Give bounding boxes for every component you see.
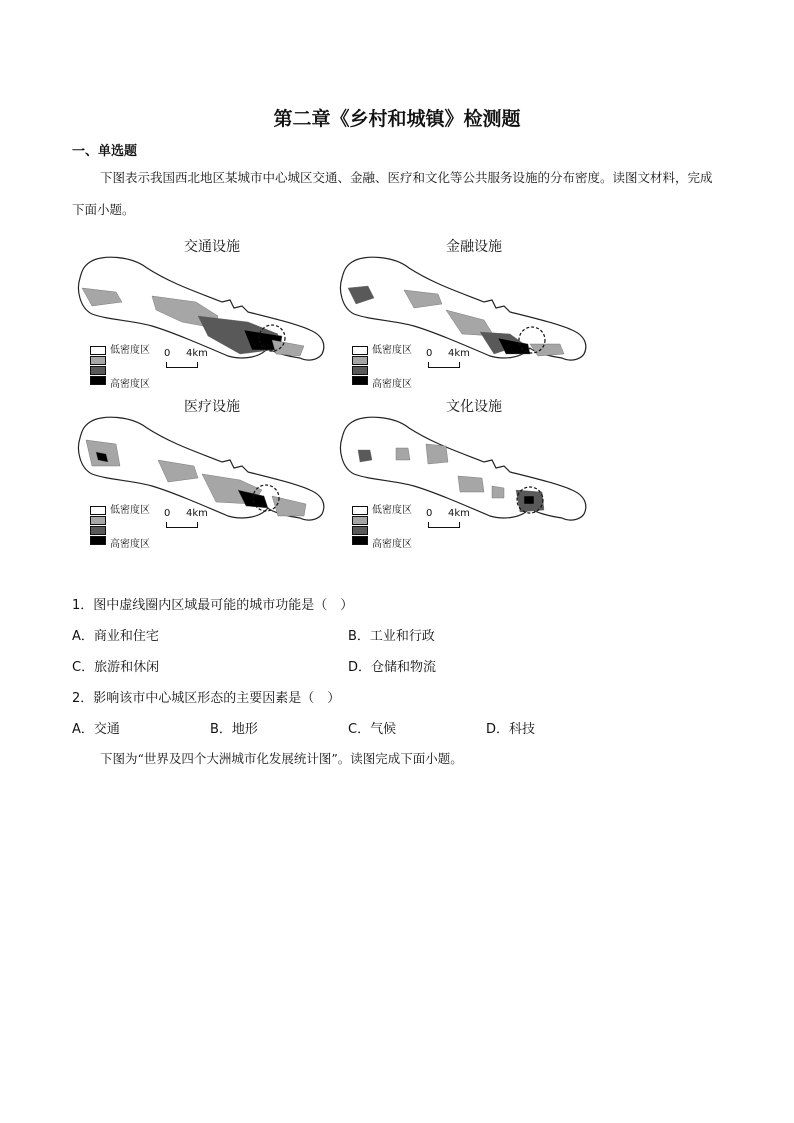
scale-line xyxy=(428,522,460,528)
legend-high-label: 高密度区 xyxy=(110,378,150,390)
q2-option-b[interactable]: B．地形 xyxy=(210,722,258,737)
legend-swatch xyxy=(352,366,368,375)
legend-swatch xyxy=(90,366,106,375)
map-title: 医疗设施 xyxy=(184,399,240,415)
legend-row xyxy=(90,535,150,550)
legend-row xyxy=(90,375,150,390)
scale-four: 4km xyxy=(448,508,470,519)
q2-option-d[interactable]: D．科技 xyxy=(486,722,536,737)
map-traffic xyxy=(72,232,330,390)
density-area xyxy=(492,486,504,498)
legend-swatch xyxy=(90,536,106,545)
legend-swatch xyxy=(352,536,368,545)
density-area xyxy=(426,444,448,464)
legend xyxy=(352,344,412,390)
legend-row xyxy=(352,345,412,355)
q2-option-c[interactable]: C．气候 xyxy=(348,722,397,737)
legend-row xyxy=(352,365,412,375)
map-title: 金融设施 xyxy=(446,239,502,255)
map-culture xyxy=(334,392,592,550)
map-finance xyxy=(334,232,592,390)
legend-swatch xyxy=(90,506,106,515)
legend-high-label: 高密度区 xyxy=(372,538,412,550)
section-heading: 一、单选题 xyxy=(72,144,138,159)
q2-option-a[interactable]: A．交通 xyxy=(72,722,120,737)
legend-swatch xyxy=(90,356,106,365)
legend-low-label: 低密度区 xyxy=(110,344,150,356)
map-medical xyxy=(72,392,330,550)
legend-row xyxy=(352,375,412,390)
legend-row xyxy=(352,515,412,525)
question-2: 2．影响该市中心城区形态的主要因素是（ ） xyxy=(72,691,341,706)
legend-row xyxy=(90,525,150,535)
legend-low-label: 低密度区 xyxy=(372,504,412,516)
density-area xyxy=(524,496,534,504)
next-intro: 下图为“世界及四个大洲城市化发展统计图”。读图完成下面小题。 xyxy=(100,751,463,766)
legend-row xyxy=(352,525,412,535)
legend-swatch xyxy=(352,506,368,515)
legend-high-label: 高密度区 xyxy=(110,538,150,550)
intro-paragraph: 下图表示我国西北地区某城市中心城区交通、金融、医疗和文化等公共服务设施的分布密度。读图文材料，完成下面小题。 xyxy=(72,170,713,217)
legend-swatch xyxy=(352,356,368,365)
density-area xyxy=(358,450,372,462)
legend-row xyxy=(90,515,150,525)
legend xyxy=(90,344,150,390)
scale-four: 4km xyxy=(186,348,208,359)
density-area xyxy=(396,448,410,460)
legend-row xyxy=(90,365,150,375)
legend-row xyxy=(90,345,150,355)
density-maps xyxy=(72,232,592,550)
legend xyxy=(352,504,412,550)
legend-swatch xyxy=(90,526,106,535)
map-title: 文化设施 xyxy=(446,399,502,415)
q1-option-b[interactable]: B．工业和行政 xyxy=(348,629,435,644)
q1-option-d[interactable]: D．仓储和物流 xyxy=(348,660,437,675)
legend-swatch xyxy=(90,516,106,525)
legend-swatch xyxy=(352,516,368,525)
legend-row xyxy=(352,535,412,550)
legend-row xyxy=(90,505,150,515)
scale-zero: 0 xyxy=(426,348,433,359)
legend-low-label: 低密度区 xyxy=(372,344,412,356)
scale-four: 4km xyxy=(186,508,208,519)
map-title: 交通设施 xyxy=(184,239,240,255)
legend-swatch xyxy=(352,346,368,355)
legend-row xyxy=(352,355,412,365)
scale-four: 4km xyxy=(448,348,470,359)
legend-swatch xyxy=(352,376,368,385)
legend xyxy=(90,504,150,550)
scale-zero: 0 xyxy=(164,348,171,359)
scale-zero: 0 xyxy=(164,508,171,519)
scale-line xyxy=(166,522,198,528)
scale-line xyxy=(166,362,198,368)
q1-option-c[interactable]: C．旅游和休闲 xyxy=(72,660,160,675)
scale-line xyxy=(428,362,460,368)
density-area xyxy=(458,476,484,492)
legend-swatch xyxy=(90,346,106,355)
q1-option-a[interactable]: A．商业和住宅 xyxy=(72,629,159,644)
legend-swatch xyxy=(352,526,368,535)
density-area xyxy=(530,344,564,356)
legend-low-label: 低密度区 xyxy=(110,504,150,516)
density-area xyxy=(86,440,120,466)
legend-row xyxy=(90,355,150,365)
scale-zero: 0 xyxy=(426,508,433,519)
question-1: 1．图中虚线圈内区域最可能的城市功能是（ ） xyxy=(72,598,354,613)
page-title: 第二章《乡村和城镇》检测题 xyxy=(273,108,521,130)
legend-swatch xyxy=(90,376,106,385)
legend-row xyxy=(352,505,412,515)
legend-high-label: 高密度区 xyxy=(372,378,412,390)
